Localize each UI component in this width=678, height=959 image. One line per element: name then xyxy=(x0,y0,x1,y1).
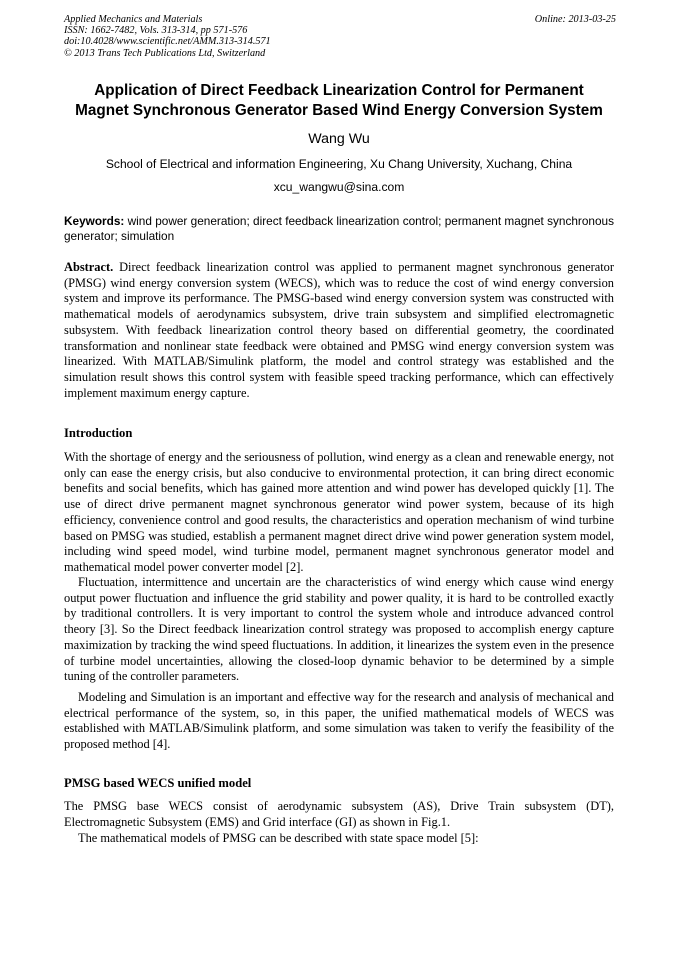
intro-paragraph-3: Modeling and Simulation is an important and effective way for the research and analysis of mechanical and electrical performance of the system, so, in this paper, the unified mathematical models of WECS was established with MATLAB/Simulink platform, and some simulation was taken to verify the feasibility of the proposed method [4]. xyxy=(64,690,614,752)
abstract-text: Direct feedback linearization control was applied to permanent magnet synchronous generator (PMSG) wind energy conversion system (WECS), which was to reduce the cost of wind energy conversion system and improve its performance. The PMSG-based wind energy conversion system was constructed with mathematical models of aerodynamics subsystem, drive train subsystem and simplified electromagnetic subsystem. With feedback linearization control theory based on differential geometry, the coordinated transformation and nonlinear state feedback were obtained and PMSG wind energy conversion system was linearized. With MATLAB/Simulink platform, the model and control strategy was established and the simulation result shows this control system with feasible speed tracking performance, which can effectively implement maximum energy capture. xyxy=(64,260,614,400)
journal-name: Applied Mechanics and Materials xyxy=(64,14,203,25)
intro-paragraph-1: With the shortage of energy and the seriousness of pollution, wind energy as a clean and renewable energy, not only can ease the energy crisis, but also conducive to environmental protection, it can bring direct economic benefits and social benefits, which has gained more attention and wind power has developed quickly [1]. The use of direct drive permanent magnet synchronous generator wind power system, because of its high efficiency, convenience control and good results, the characteristics and operation mechanism of wind turbine based on PMSG was studied, establish a permanent magnet direct drive wind power generation system model, including wind speed model, wind turbine model, permanent magnet synchronous generator model and mathematical model power converter model [2]. xyxy=(64,450,614,574)
title-line-1: Application of Direct Feedback Linearization Control for Permanent xyxy=(94,82,584,99)
keywords-block xyxy=(64,214,614,244)
author-affiliation: School of Electrical and information Engineering, Xu Chang University, Xuchang, China xyxy=(105,157,573,171)
section-pmsg-heading: PMSG based WECS unified model xyxy=(64,776,252,790)
section-pmsg-paragraph-1: The PMSG base WECS consist of aerodynamic subsystem (AS), Drive Train subsystem (DT), Electromagnetic Subsystem (EMS) and Grid interface (GI) as shown in Fig.1. xyxy=(64,799,614,829)
introduction-heading: Introduction xyxy=(64,426,133,440)
author-email: xcu_wangwu@sina.com xyxy=(273,180,405,194)
section-pmsg-paragraph-2: The mathematical models of PMSG can be described with state space model [5]: xyxy=(78,831,479,845)
intro-paragraph-2: Fluctuation, intermittence and uncertain are the characteristics of wind energy which cause wind energy output power fluctuation and influence the grid stability and power quality, it is hard to be controlled exactly by traditional controllers. It is very important to control the system whole and introduce advanced control theory [3]. So the Direct feedback linearization control strategy was proposed to accomplish energy capture maximization by tracking the wind speed fluctuations. In addition, it linearizes the system even in the presence of turbine model uncertainties, allowing the closed-loop dynamic behavior to be determined by a simple tuning of the controller parameters. xyxy=(64,575,614,684)
paper-title xyxy=(40,81,638,120)
title-line-2: Magnet Synchronous Generator Based Wind Energy Conversion System xyxy=(75,101,603,119)
issn-line: ISSN: 1662-7482, Vols. 313-314, pp 571-576 xyxy=(64,25,248,37)
keywords-text: wind power generation; direct feedback linearization control; permanent magnet synchronous generator; simulation xyxy=(64,214,614,244)
abstract-block xyxy=(64,260,614,401)
doi-line: doi:10.4028/www.scientific.net/AMM.313-314.571 xyxy=(64,36,271,48)
journal-header xyxy=(64,14,616,59)
author-name: Wang Wu xyxy=(308,131,370,147)
keywords-label: Keywords: xyxy=(64,214,125,228)
online-date: Online: 2013-03-25 xyxy=(534,14,616,25)
abstract-label: Abstract. xyxy=(64,260,114,274)
copyright-line: © 2013 Trans Tech Publications Ltd, Switzerland xyxy=(64,47,266,59)
